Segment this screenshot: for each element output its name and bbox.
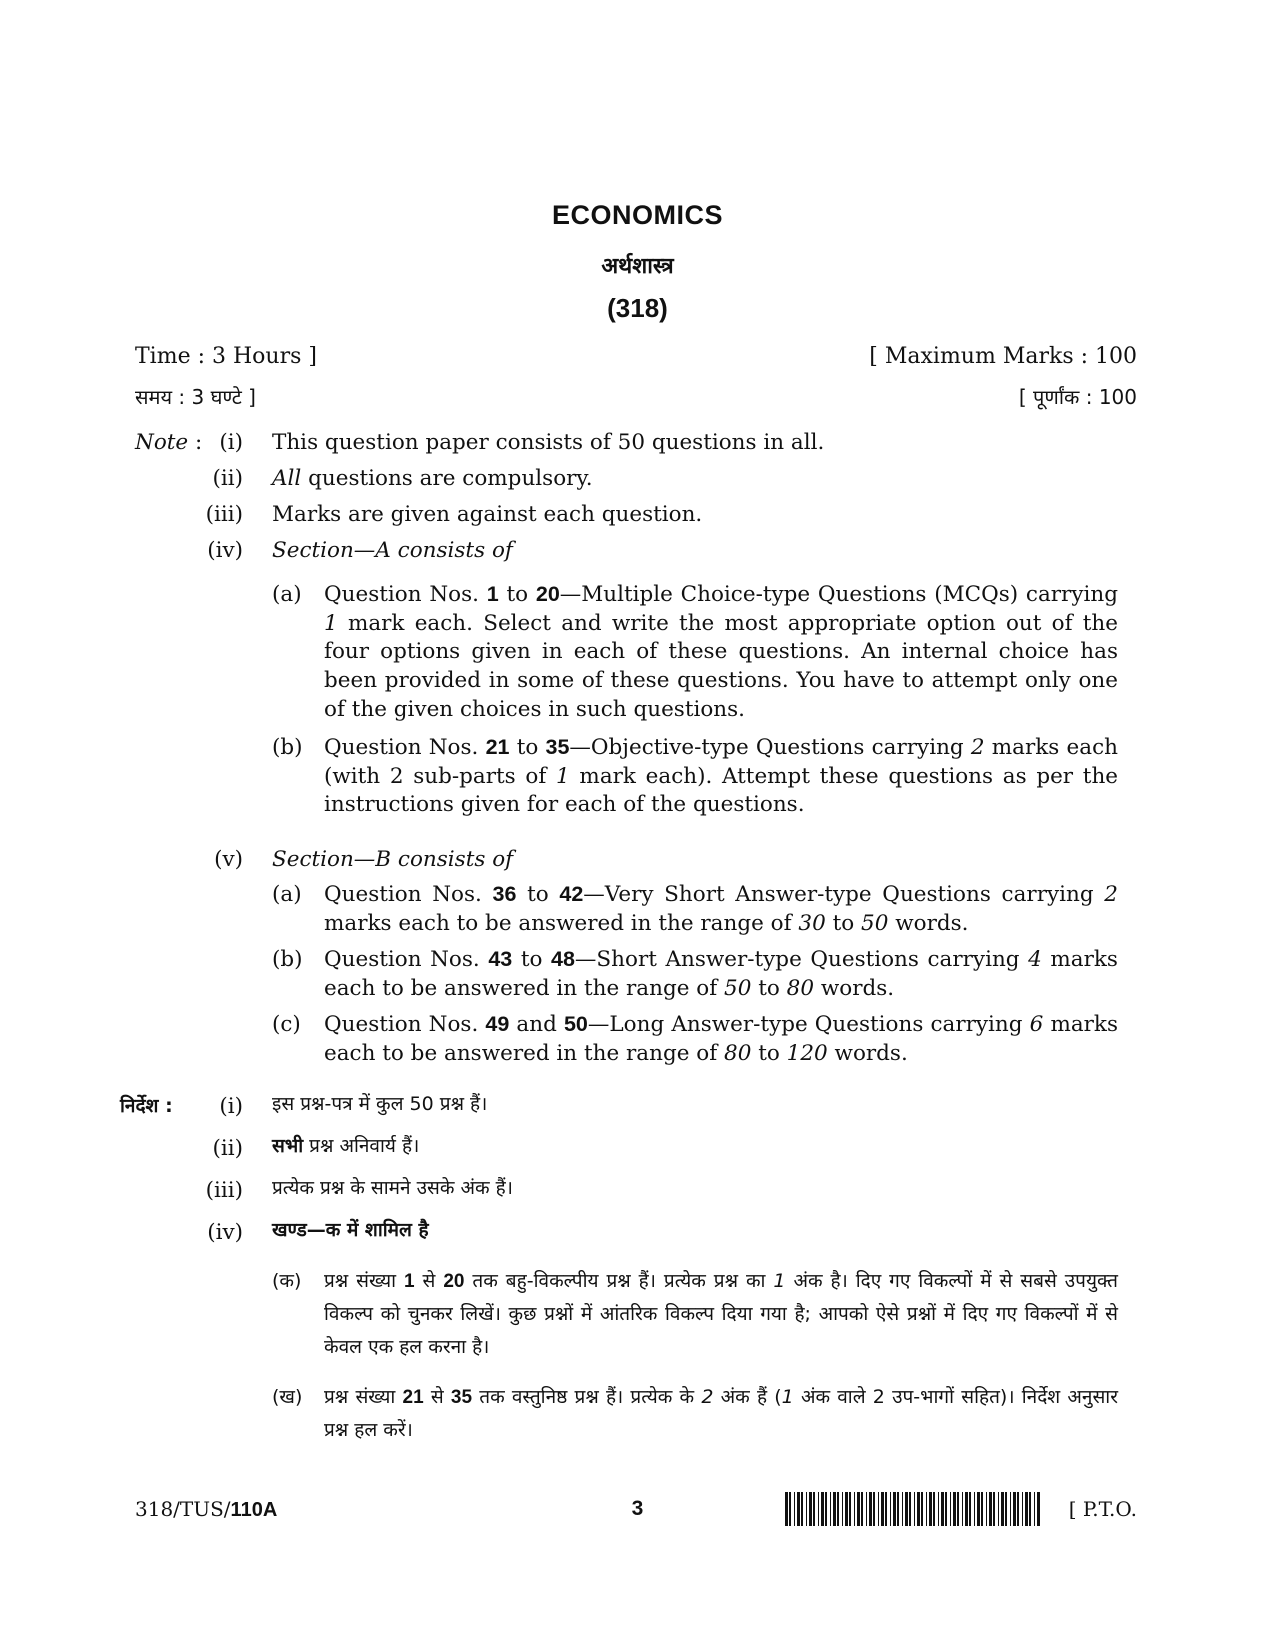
hindi-ii-text: सभी प्रश्न अनिवार्य हैं। [272, 1135, 420, 1157]
barcode-image [785, 1492, 1040, 1526]
note-i-text: This question paper consists of 50 questions in all. [272, 430, 825, 455]
note-v-a-text: Question Nos. 36 to 42—Very Short Answer-type Questions carrying 2 marks each to be answered in the range of 30 to 50 words. [324, 882, 1118, 936]
note-iii-text: Marks are given against each question. [272, 502, 703, 527]
hindi-ka-text: प्रश्न संख्या 1 से 20 तक बहु-विकल्पीय प्रश्न हैं। प्रत्येक प्रश्न का 1 अंक है। दिए गए विकल्पों में से सबसे उपयुक्त विकल्प को चुनकर लिखें। कुछ प्रश्नों में आंतरिक विकल्प दिया गया है; आपको ऐसे प्रश्नों में दिए गए विकल्पों में से केवल एक हल करना है। [324, 1270, 1118, 1358]
note-iv-b-text: Question Nos. 21 to 35—Objective-type Questions carrying 2 marks each (with 2 sub-parts of 1 mark each). Attempt these questions as per the instructions given for each of the questions. [324, 735, 1119, 818]
subject-title-hindi: अर्थशास्त्र [601, 254, 674, 279]
note-v-c-text: Question Nos. 49 and 50—Long Answer-type Questions carrying 6 marks each to be answered in the range of 80 to 120 words. [324, 1012, 1118, 1066]
hindi-ii-number: (ii) [212, 1136, 243, 1161]
max-marks-hindi: [ पूर्णांक : 100 [1018, 385, 1137, 409]
note-iv-a-label: (a) [272, 582, 302, 607]
pto-label: [ P.T.O. [1068, 1497, 1137, 1521]
time-hindi: समय : 3 घण्टे ] [135, 385, 256, 409]
paper-code: 318/TUS/110A [135, 1497, 278, 1521]
note-ii-text: All questions are compulsory. [272, 466, 593, 491]
note-v-text: Section—B consists of [272, 847, 514, 872]
note-iv-text: Section—A consists of [272, 538, 513, 563]
note-ii-number: (ii) [212, 466, 243, 491]
hindi-i-text: इस प्रश्न-पत्र में कुल 50 प्रश्न हैं। [272, 1093, 488, 1115]
note-v-a-label: (a) [272, 882, 302, 907]
hindi-iv-number: (iv) [207, 1220, 243, 1245]
hindi-iv-text: खण्ड—क में शामिल है [272, 1219, 429, 1241]
nirdesh-label: निर्देश : [120, 1095, 173, 1117]
note-iv-a-text: Question Nos. 1 to 20—Multiple Choice-type Questions (MCQs) carrying 1 mark each. Select and write the most appropriate option out of the four options given in each of these questions. An internal choice has been provided in some of these questions. You have to attempt only one of the given choices in such questions. [324, 582, 1118, 722]
hindi-kha-label: (ख) [272, 1386, 303, 1408]
subject-title: ECONOMICS [551, 200, 723, 230]
hindi-i-number: (i) [219, 1094, 243, 1119]
note-v-number: (v) [214, 847, 243, 872]
note-i-number: (i) [219, 430, 243, 455]
note-iv-b-label: (b) [272, 735, 303, 760]
hindi-iii-number: (iii) [205, 1178, 243, 1203]
note-label: Note : [135, 430, 203, 455]
note-iii-number: (iii) [205, 502, 243, 527]
subject-code: (318) [607, 293, 668, 323]
hindi-kha-text: प्रश्न संख्या 21 से 35 तक वस्तुनिष्ठ प्रश्न हैं। प्रत्येक के 2 अंक हैं (1 अंक वाले 2 उप-भागों सहित)। निर्देश अनुसार प्रश्न हल करें। [324, 1386, 1118, 1441]
note-v-b-label: (b) [272, 947, 303, 972]
max-marks-english: [ Maximum Marks : 100 [869, 344, 1137, 369]
time-english: Time : 3 Hours ] [135, 344, 317, 369]
note-v-c-label: (c) [272, 1012, 301, 1037]
hindi-iii-text: प्रत्येक प्रश्न के सामने उसके अंक हैं। [272, 1177, 513, 1199]
note-v-b-text: Question Nos. 43 to 48—Short Answer-type Questions carrying 4 marks each to be answered in the range of 50 to 80 words. [324, 947, 1118, 1001]
hindi-ka-label: (क) [272, 1270, 302, 1292]
page-number: 3 [631, 1497, 644, 1520]
note-iv-number: (iv) [207, 538, 243, 563]
